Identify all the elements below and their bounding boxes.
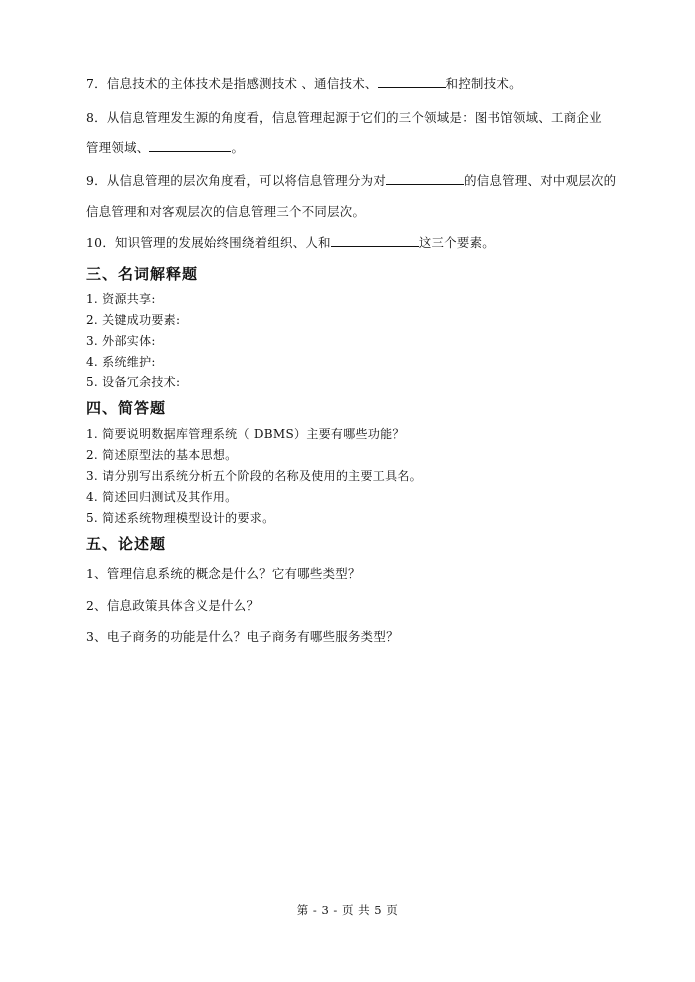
- section-5-item: 2、信息政策具体含义是什么？: [86, 598, 260, 613]
- question-10-tail: 这三个要素。: [418, 235, 495, 250]
- question-8-tail: 。: [231, 140, 245, 155]
- section-4-title: 四、简答题: [86, 399, 167, 417]
- answer-blank: [378, 75, 446, 88]
- section-4-item: 2. 简述原型法的基本思想。: [86, 448, 238, 462]
- question-10-text: 10．知识管理的发展始终围绕着组织、人和: [86, 235, 331, 250]
- answer-blank: [331, 234, 419, 247]
- question-7: [86, 75, 522, 93]
- answer-blank: [386, 172, 464, 185]
- section-3-item: 1. 资源共享:: [86, 292, 156, 306]
- section-5-item: 3、电子商务的功能是什么？电子商务有哪些服务类型？: [86, 629, 399, 644]
- question-9-text-cont: 信息管理和对客观层次的信息管理三个不同层次。: [86, 204, 366, 219]
- question-8-line-2: [86, 139, 244, 157]
- page-footer: 第 - 3 - 页 共 5 页: [296, 903, 399, 917]
- question-9-text: 9．从信息管理的层次角度看，可以将信息管理分为对: [86, 173, 387, 188]
- question-7-tail: 和控制技术。: [445, 76, 522, 91]
- section-4-item: 5. 简述系统物理模型设计的要求。: [86, 511, 275, 525]
- section-5-item: 1、管理信息系统的概念是什么？它有哪些类型？: [86, 566, 361, 581]
- section-4-item: 3. 请分别写出系统分析五个阶段的名称及使用的主要工具名。: [86, 469, 422, 483]
- question-9-line-1: [86, 172, 616, 190]
- answer-blank: [149, 139, 231, 152]
- section-5-title: 五、论述题: [86, 535, 167, 553]
- section-4-item: 4. 简述回归测试及其作用。: [86, 490, 238, 504]
- question-9-tail: 的信息管理、对中观层次的: [464, 173, 617, 188]
- question-8-text-cont: 管理领域、: [86, 140, 150, 155]
- section-3-item: 3. 外部实体:: [86, 334, 156, 348]
- section-4-item: 1. 简要说明数据库管理系统（ DBMS）主要有哪些功能？: [86, 427, 405, 441]
- section-3-title: 三、名词解释题: [86, 265, 199, 283]
- section-3-item: 2. 关键成功要素:: [86, 313, 181, 327]
- section-3-item: 5. 设备冗余技术:: [86, 375, 181, 389]
- question-8-text: 8．从信息管理发生源的角度看，信息管理起源于它们的三个领域是：图书馆领域、工商企业: [86, 110, 602, 125]
- question-8-line-1: [86, 109, 602, 127]
- section-3-item: 4. 系统维护:: [86, 355, 156, 369]
- question-10: [86, 234, 495, 252]
- question-9-line-2: [86, 203, 365, 221]
- question-7-text: 7．信息技术的主体技术是指感测技术 、通信技术、: [86, 76, 378, 91]
